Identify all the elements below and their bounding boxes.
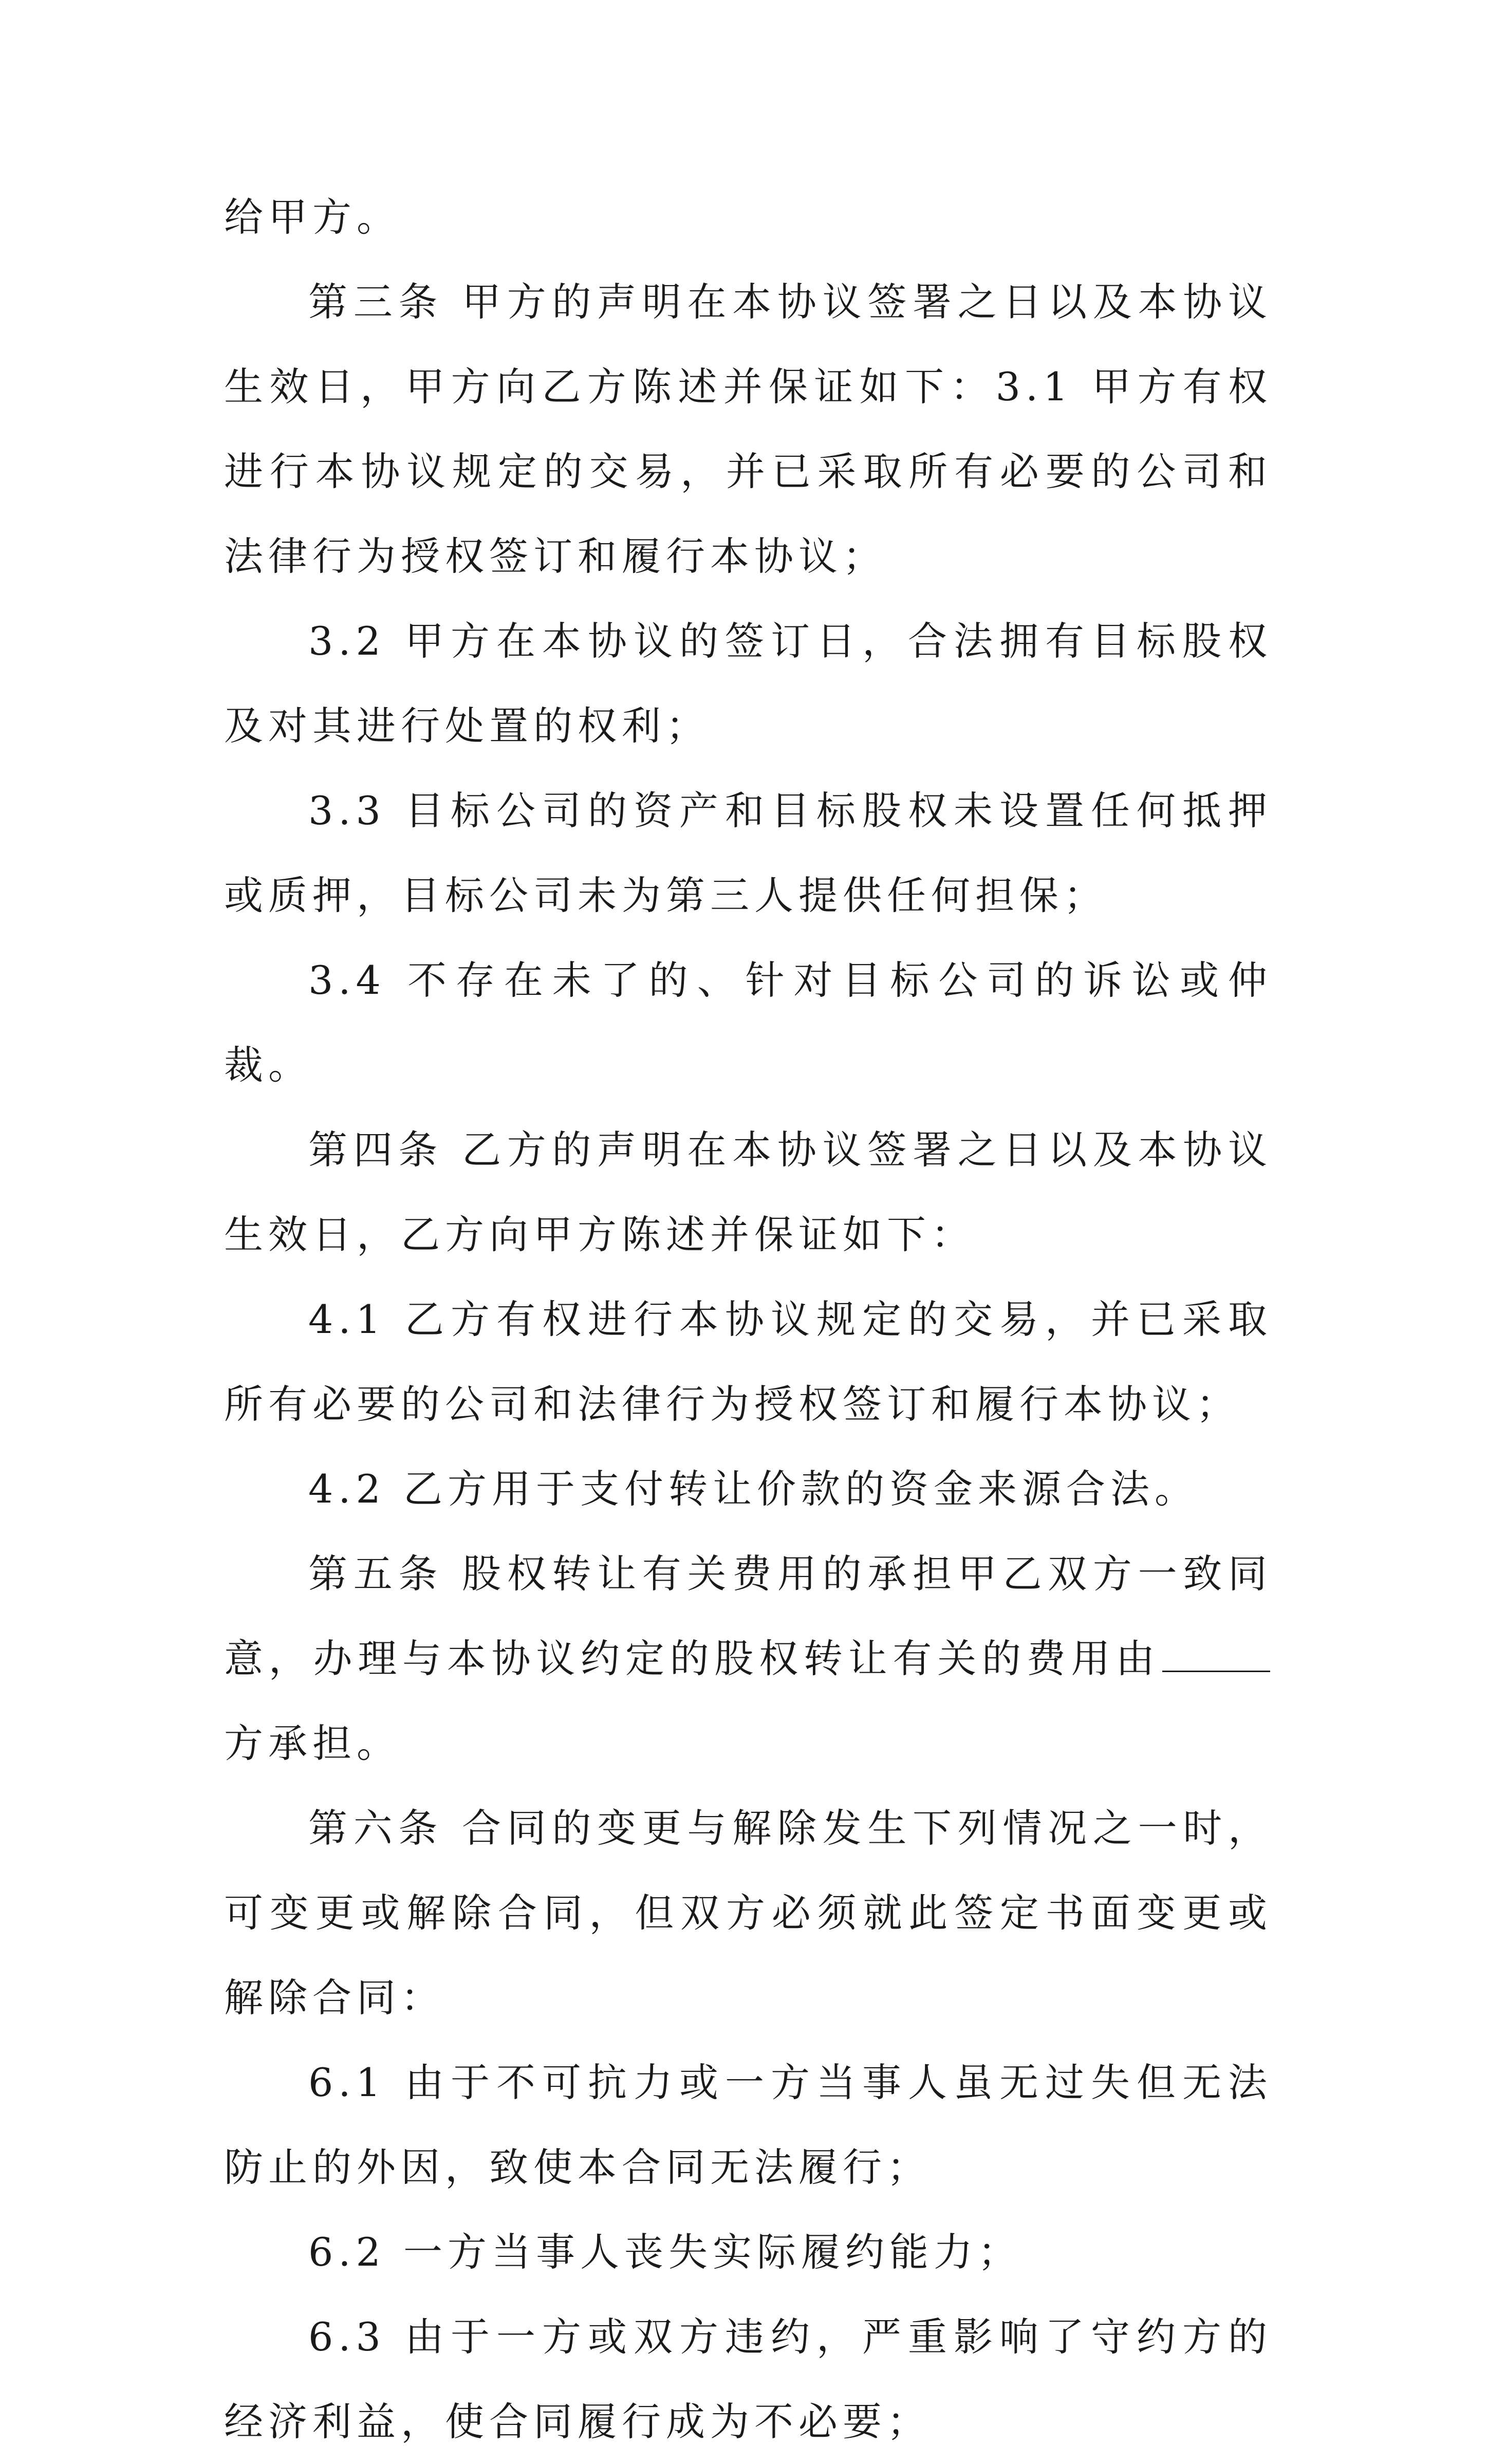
clause-4-2: 4.2 乙方用于支付转让价款的资金来源合法。 xyxy=(308,1466,1199,1512)
clause-3-4: 3.4 不存在未了的、针对目标公司的诉讼或仲裁。 xyxy=(224,957,1272,1088)
article-3: 第三条 甲方的声明在本协议签署之日以及本协议生效日，甲方向乙方陈述并保证如下：3.1 甲方有权进行本协议规定的交易，并已采取所有必要的公司和法律行为授权签订和履行本协议； xyxy=(224,279,1272,579)
fill-in-blank xyxy=(1162,1640,1270,1672)
article-4: 第四条 乙方的声明在本协议签署之日以及本协议生效日，乙方向甲方陈述并保证如下： xyxy=(224,1127,1272,1257)
paragraph-continuation: 给甲方。 xyxy=(224,194,401,240)
clause-3-3: 3.3 目标公司的资产和目标股权未设置任何抵押或质押，目标公司未为第三人提供任何担保； xyxy=(224,788,1272,918)
article-5-text: 第五条 股权转让有关费用的承担甲乙双方一致同意，办理与本协议约定的股权转让有关的费用由 xyxy=(224,1551,1272,1681)
clause-6-3: 6.3 由于一方或双方违约，严重影响了守约方的经济利益，使合同履行成为不必要； xyxy=(224,2314,1272,2444)
article-5-text-end: 方承担。 xyxy=(224,1720,401,1766)
document-body xyxy=(224,175,1272,2464)
clause-4-1: 4.1 乙方有权进行本协议规定的交易，并已采取所有必要的公司和法律行为授权签订和履行本协议； xyxy=(224,1296,1272,1427)
clause-6-2: 6.2 一方当事人丧失实际履约能力； xyxy=(308,2229,1023,2275)
clause-3-2: 3.2 甲方在本协议的签订日，合法拥有目标股权及对其进行处置的权利； xyxy=(224,618,1272,749)
clause-6-1: 6.1 由于不可抗力或一方当事人虽无过失但无法防止的外因，致使本合同无法履行； xyxy=(224,2060,1272,2190)
article-6: 第六条 合同的变更与解除发生下列情况之一时，可变更或解除合同，但双方必须就此签定书面变更或解除合同： xyxy=(224,1805,1272,2021)
article-5 xyxy=(224,1531,1272,1786)
